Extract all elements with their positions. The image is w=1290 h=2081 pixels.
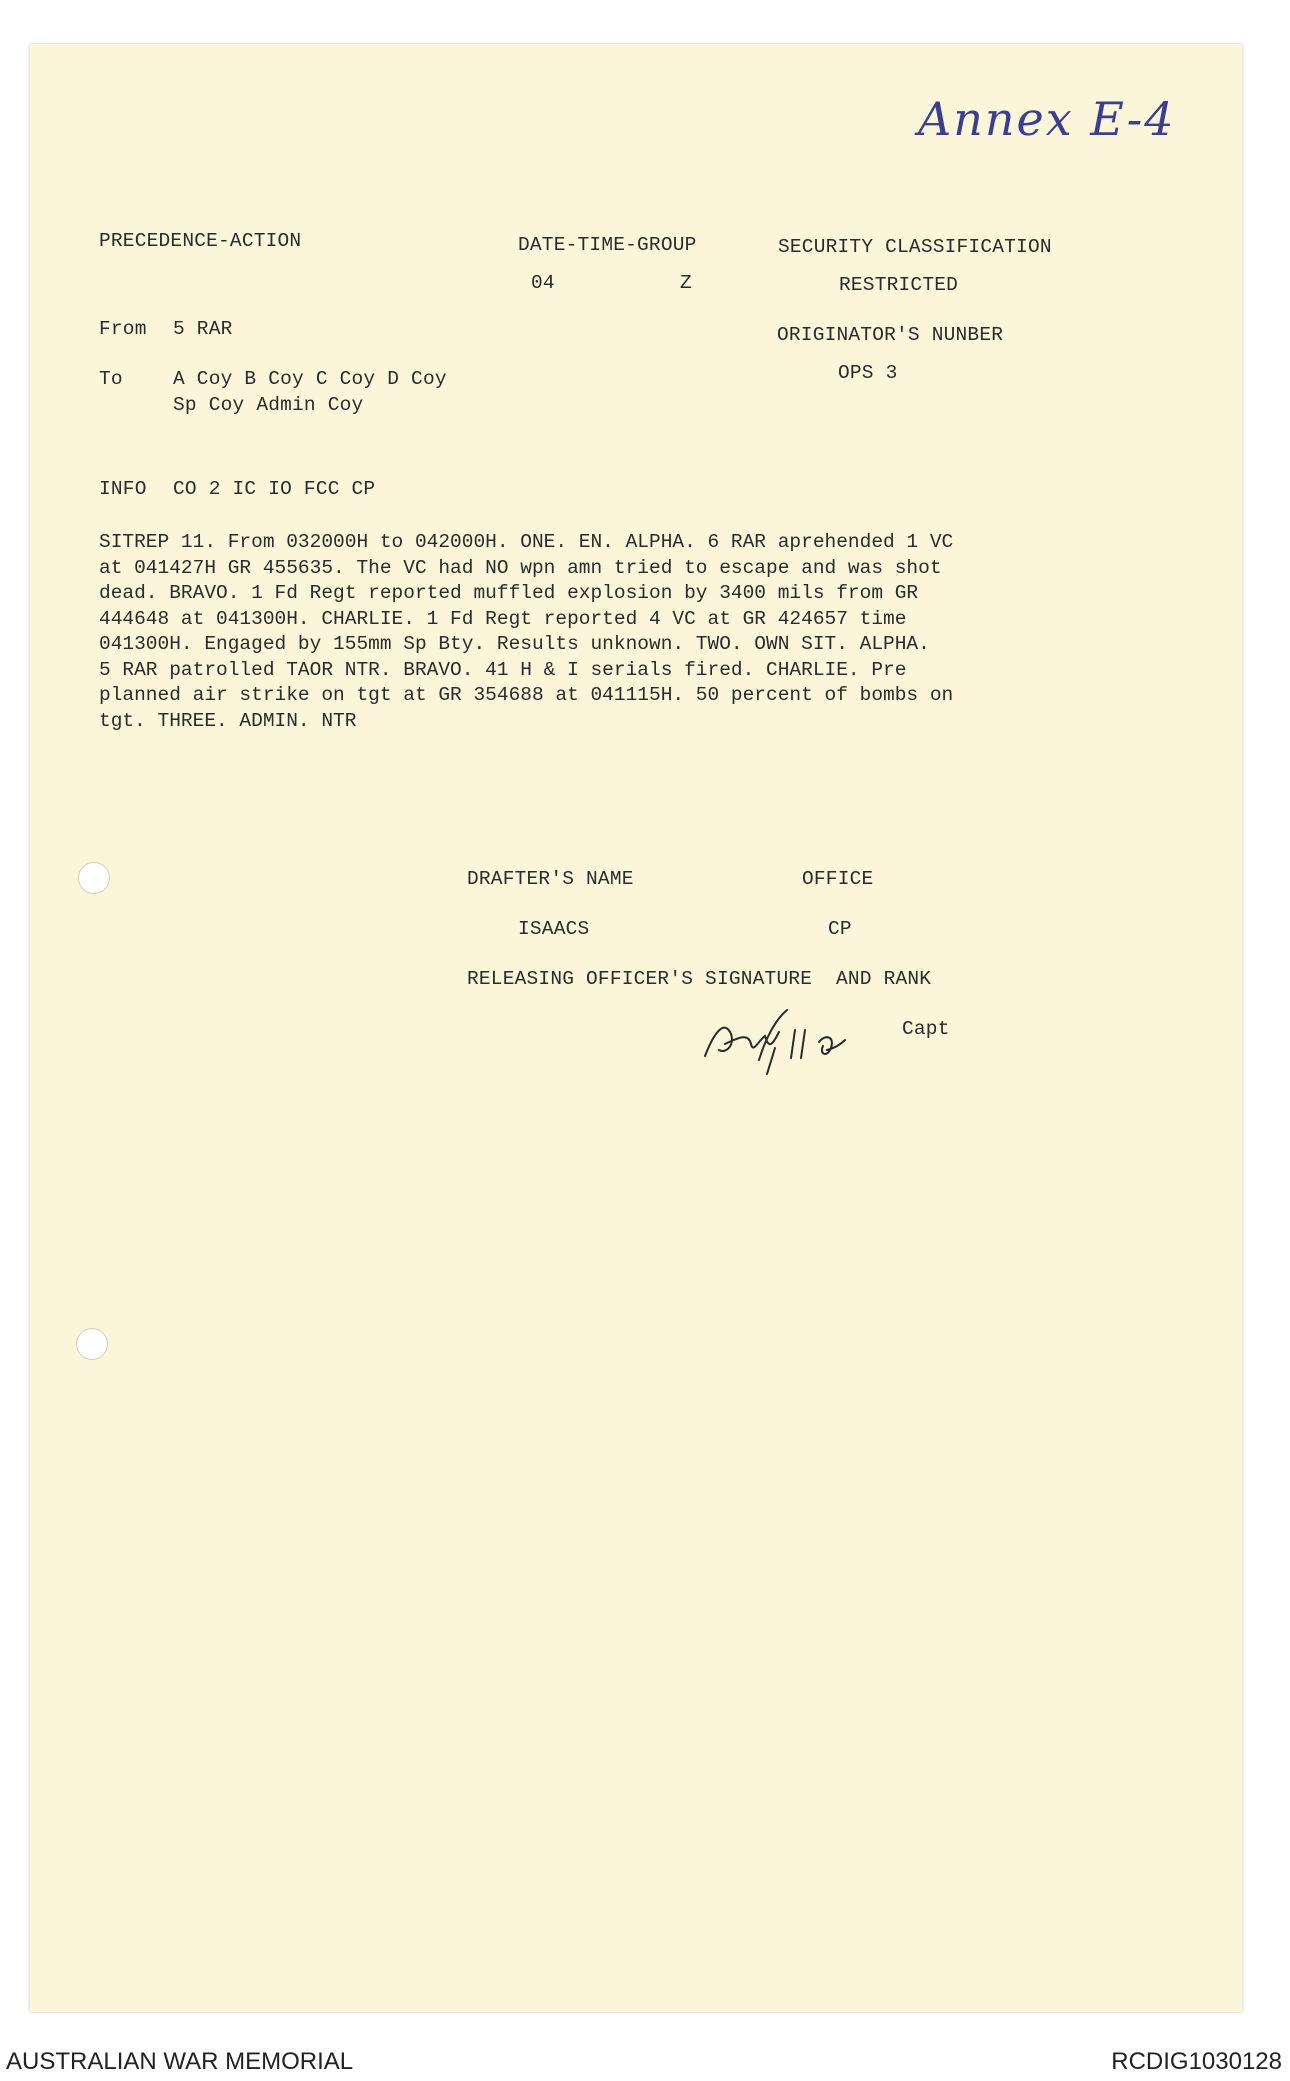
handwritten-annex-label: Annex E-4 [918,92,1176,146]
drafter-name-value: ISAACS [518,918,590,940]
office-value: CP [828,918,852,940]
from-value: 5 RAR [173,318,233,340]
drafter-name-label: DRAFTER'S NAME [467,868,634,890]
to-line-2: Sp Coy Admin Coy [173,394,364,416]
to-label: To [99,368,123,390]
originator-label: ORIGINATOR'S NUNBER [777,324,1004,346]
precedence-label: PRECEDENCE-ACTION [99,230,302,252]
dtg-day: 04 [531,272,555,294]
originator-value: OPS 3 [838,362,898,384]
footer-record-id: RCDIG1030128 [1111,2048,1282,2075]
security-value: RESTRICTED [839,274,959,296]
info-value: CO 2 IC IO FCC CP [173,478,376,500]
footer-institution: AUSTRALIAN WAR MEMORIAL [6,2048,354,2075]
from-label: From [99,318,147,340]
dtg-label: DATE-TIME-GROUP [518,234,697,256]
to-line-1: A Coy B Coy C Coy D Coy [173,368,447,390]
info-label: INFO [99,478,147,500]
sitrep-message: SITREP 11. From 032000H to 042000H. ONE. EN. ALPHA. 6 RAR aprehended 1 VC at 041427H GR 455635. The VC had NO wpn amn tried to escape and was shot dead. BRAVO. 1 Fd Regt reported muffled explosion by 3400 mils from GR 444648 at 041300H. CHARLIE. 1 Fd Regt reported 4 VC at GR 424657 time 041300H. Engaged by 155mm Sp Bty. Results unknown. TWO. OWN SIT. ALPHA. 5 RAR patrolled TAOR NTR. BRAVO. 41 H & I serials fired. CHARLIE. Pre planned air strike on tgt at GR 354688 at 041115H. 50 percent of bombs on tgt. THREE. ADMIN. NTR [99,531,954,732]
releasing-officer-label: RELEASING OFFICER'S SIGNATURE AND RANK [467,968,932,990]
punch-hole-bottom [76,1328,108,1360]
office-label: OFFICE [802,868,874,890]
handwritten-signature [695,1000,895,1080]
officer-rank: Capt [902,1018,950,1040]
punch-hole-top [78,862,110,894]
dtg-zone: Z [680,272,692,294]
security-label: SECURITY CLASSIFICATION [778,236,1052,258]
